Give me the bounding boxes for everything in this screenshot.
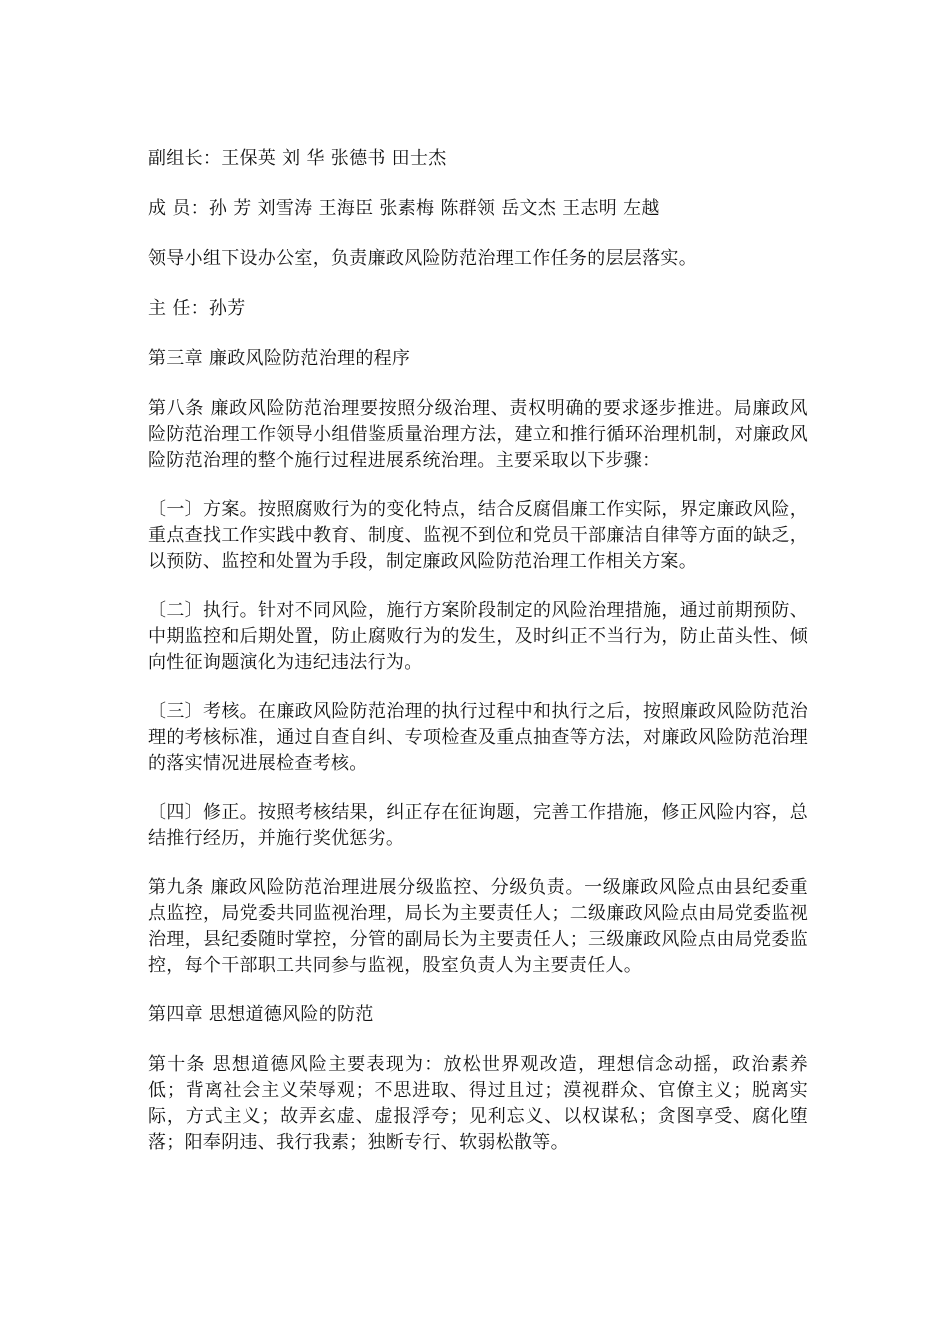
article-nine: 第九条 廉政风险防范治理进展分级监控、分级负责。一级廉政风险点由县纪委重点监控，局党委共同监视治理，局长为主要责任人；二级廉政风险点由局党委监视治理，县纪委随时掌控，分管的副局长为主要责任人；三级廉政风险点由局党委监控，每个干部职工共同参与监视，股室负责人为主要责任人。 — [148, 877, 808, 976]
members-line: 成 员：孙 芳 刘雪涛 王海臣 张素梅 陈群领 岳文杰 王志明 左越 — [148, 198, 660, 219]
office-line: 领导小组下设办公室，负责廉政风险防范治理工作任务的层层落实。 — [148, 248, 697, 269]
article-eight: 第八条 廉政风险防范治理要按照分级治理、责权明确的要求逐步推进。局廉政风险防范治理工作领导小组借鉴质量治理方法，建立和推行循环治理机制，对廉政风险防范治理的整个施行过程进展系统治理。主要采取以下步骤： — [148, 398, 808, 471]
document-body — [148, 146, 808, 1179]
step-one-plan: 〔一〕方案。按照腐败行为的变化特点，结合反腐倡廉工作实际，界定廉政风险，重点查找工作实践中教育、制度、监视不到位和党员干部廉洁自律等方面的缺乏，以预防、监控和处置为手段，制定廉政风险防范治理工作相关方案。 — [148, 499, 808, 572]
step-two-execute: 〔二〕执行。针对不同风险，施行方案阶段制定的风险治理措施，通过前期预防、中期监控和后期处置，防止腐败行为的发生，及时纠正不当行为，防止苗头性、倾向性征询题演化为违纪违法行为。 — [148, 600, 808, 673]
step-four-revise: 〔四〕修正。按照考核结果，纠正存在征询题，完善工作措施，修正风险内容，总结推行经历，并施行奖优惩劣。 — [148, 802, 808, 849]
deputy-leaders-line: 副组长：王保英 刘 华 张德书 田士杰 — [148, 148, 447, 169]
director-line: 主 任：孙芳 — [148, 298, 246, 319]
chapter-four-heading: 第四章 思想道德风险的防范 — [148, 1004, 374, 1025]
article-ten: 第十条 思想道德风险主要表现为：放松世界观改造，理想信念动摇，政治素养低；背离社会主义荣辱观；不思进取、得过且过；漠视群众、官僚主义；脱离实际，方式主义；故弄玄虚、虚报浮夸；见利忘义、以权谋私；贪图享受、腐化堕落；阳奉阴违、我行我素；独断专行、软弱松散等。 — [148, 1054, 808, 1153]
chapter-three-heading: 第三章 廉政风险防范治理的程序 — [148, 348, 411, 369]
step-three-assess: 〔三〕考核。在廉政风险防范治理的执行过程中和执行之后，按照廉政风险防范治理的考核标准，通过自查自纠、专项检查及重点抽查等方法，对廉政风险防范治理的落实情况进展检查考核。 — [148, 701, 808, 774]
